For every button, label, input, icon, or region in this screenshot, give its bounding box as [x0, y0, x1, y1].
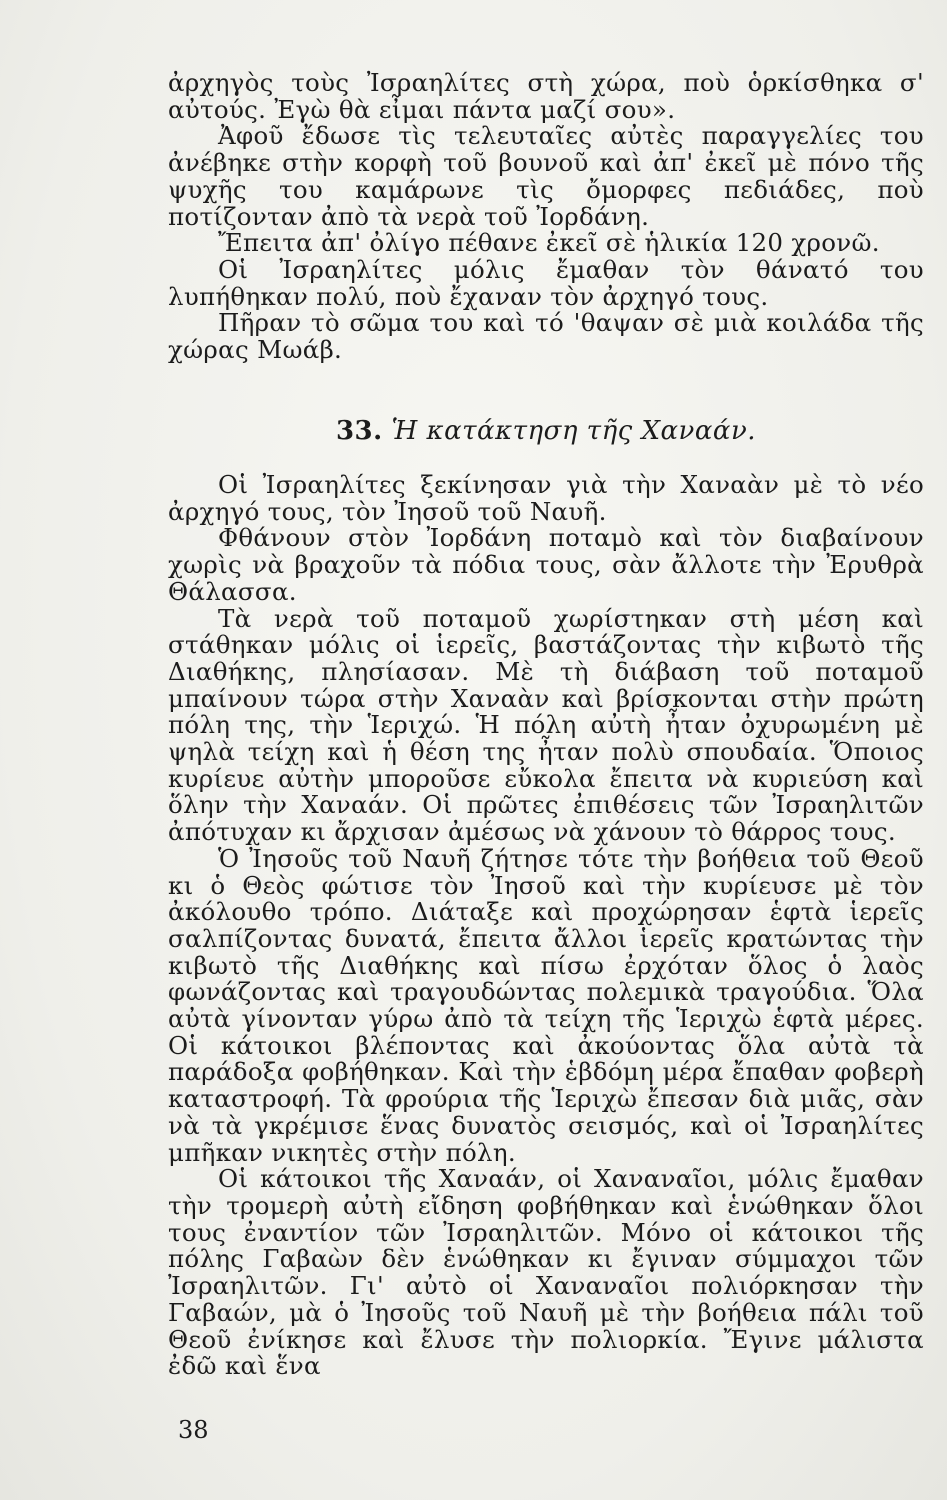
paragraph-8: Τὰ νερὰ τοῦ ποταμοῦ χωρίστηκαν στὴ μέση καὶ στάθηκαν μόλις οἱ ἱερεῖς, βαστάζοντας τὴν κιβωτὸ τῆς Διαθήκης, πλησίασαν. Μὲ τὴ διάβαση τοῦ ποταμοῦ μπαίνουν τώρα στὴν Χαναὰν καὶ βρίσκονται στὴν πρώτη πόλη της, τὴν Ἱεριχώ. Ἡ πόλη αὐτὴ ἦταν ὀχυρωμένη μὲ ψηλὰ τείχη καὶ ἡ θέση της ἦταν πολὺ σπουδαία. Ὅποιος κυρίευε αὐτὴν μποροῦσε εὔκολα ἔπειτα νὰ κυριεύση καὶ ὅλην τὴν Χαναάν. Οἱ πρῶτες ἐπιθέσεις τῶν Ἰσραηλιτῶν ἀπότυχαν κι ἄρχισαν ἀμέσως νὰ χάνουν τὸ θάρρος τους. — [168, 603, 924, 847]
paragraph-2: Ἀφοῦ ἔδωσε τὶς τελευταῖες αὐτὲς παραγγελίες του ἀνέβηκε στὴν κορφὴ τοῦ βουνοῦ καὶ ἀπ' ἐκεῖ μὲ πόνο τῆς ψυχῆς του καμάρωνε τὶς ὄμορφες πεδιάδες, ποὺ ποτίζονταν ἀπὸ τὰ νερὰ τοῦ Ἰορδάνη. — [168, 121, 924, 231]
top-text-block — [168, 70, 924, 364]
paragraph-6: Οἱ Ἰσραηλίτες ξεκίνησαν γιὰ τὴν Χαναὰν μὲ τὸ νέο ἀρχηγό τους, τὸν Ἰησοῦ τοῦ Ναυῆ. — [168, 470, 924, 526]
section-title: Ἡ κατάκτηση τῆς Χαναάν. — [391, 416, 757, 446]
section-number: 33. — [335, 416, 383, 446]
section-heading — [168, 416, 924, 446]
paragraph-7: Φθάνουν στὸν Ἰορδάνη ποταμὸ καὶ τὸν διαβαίνουν χωρὶς νὰ βραχοῦν τὰ πόδια τους, σὰν ἄλλοτε τὴν Ἐρυθρὰ Θάλασσα. — [168, 523, 924, 606]
body-text-block — [168, 472, 924, 1380]
paragraph-9: Ὁ Ἰησοῦς τοῦ Ναυῆ ζήτησε τότε τὴν βοήθεια τοῦ Θεοῦ κι ὁ Θεὸς φώτισε τὸν Ἰησοῦ καὶ τὴν κυρίευσε μὲ τὸν ἀκόλουθο τρόπο. Διάταξε καὶ προχώρησαν ἑφτὰ ἱερεῖς σαλπίζοντας δυνατά, ἔπειτα ἄλλοι ἱερεῖς κρατώντας τὴν κιβωτὸ τῆς Διαθήκης καὶ πίσω ἐρχόταν ὅλος ὁ λαὸς φωνάζοντας καὶ τραγουδώντας πολεμικὰ τραγούδια. Ὅλα αὐτὰ γίνονταν γύρω ἀπὸ τὰ τείχη τῆς Ἱεριχὼ ἑφτὰ μέρες. Οἱ κάτοικοι βλέποντας καὶ ἀκούοντας ὅλα αὐτὰ τὰ παράδοξα φοβήθηκαν. Καὶ τὴν ἑβδόμη μέρα ἔπαθαν φοβερὴ καταστροφή. Τὰ φρούρια τῆς Ἱεριχὼ ἔπεσαν διὰ μιᾶς, σὰν νὰ τὰ γκρέμισε ἕνας δυνατὸς σεισμός, καὶ οἱ Ἰσραηλίτες μπῆκαν νικητὲς στὴν πόλη. — [168, 843, 924, 1167]
paragraph-5: Πῆραν τὸ σῶμα του καὶ τό 'θαψαν σὲ μιὰ κοιλάδα τῆς χώρας Μωάβ. — [168, 308, 924, 365]
paragraph-4: Οἱ Ἰσραηλίτες μόλις ἔμαθαν τὸν θάνατό του λυπήθηκαν πολύ, ποὺ ἔχαναν τὸν ἀρχηγό τους. — [168, 254, 924, 311]
paragraph-3: Ἔπειτα ἀπ' ὀλίγο πέθανε ἐκεῖ σὲ ἡλικία 120 χρονῶ. — [218, 228, 880, 258]
paragraph-1: ἀρχηγὸς τοὺς Ἰσραηλίτες στὴ χώρα, ποὺ ὁρκίσθηκα σ' αὐτούς. Ἐγὼ θὰ εἶμαι πάντα μαζί σου». — [168, 68, 924, 124]
paragraph-10: Οἱ κάτοικοι τῆς Χαναάν, οἱ Χαναναῖοι, μόλις ἔμαθαν τὴν τρομερὴ αὐτὴ εἴδηση φοβήθηκαν καὶ ἑνώθηκαν ὅλοι τους ἐναντίον τῶν Ἰσραηλιτῶν. Μόνο οἱ κάτοικοι τῆς πόλης Γαβαὼν δὲν ἑνώθηκαν κι ἔγιναν σύμμαχοι τῶν Ἰσραηλιτῶν. Γι' αὐτὸ οἱ Χαναναῖοι πολιόρκησαν τὴν Γαβαών, μὰ ὁ Ἰησοῦς τοῦ Ναυῆ μὲ τὴν βοήθεια πάλι τοῦ Θεοῦ ἐνίκησε καὶ ἔλυσε τὴν πολιορκία. Ἔγινε μάλιστα ἐδῶ καὶ ἕνα — [168, 1164, 924, 1381]
page-number: 38 — [178, 1416, 209, 1444]
